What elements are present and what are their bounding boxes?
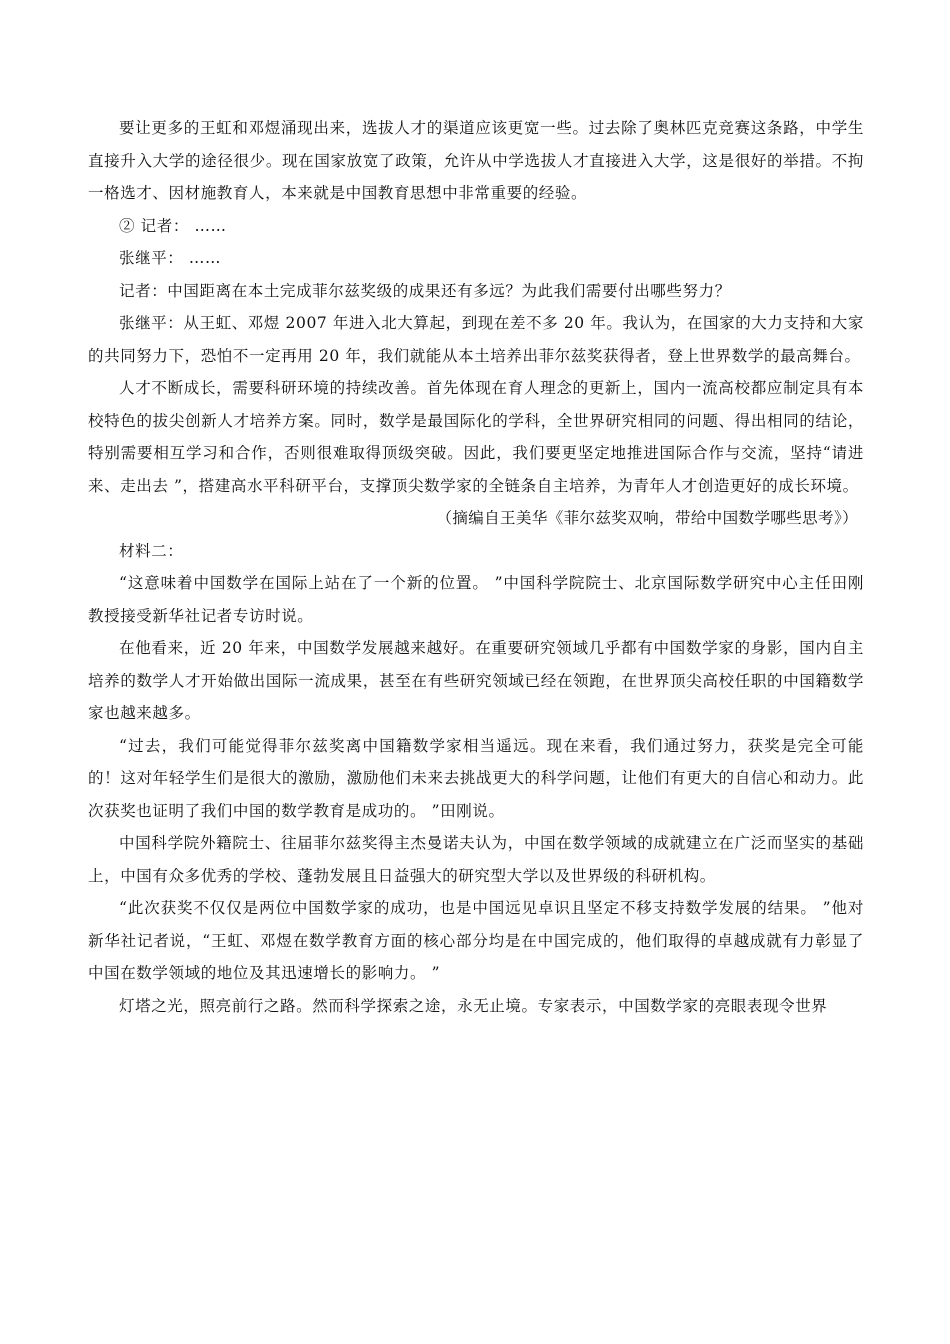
paragraph-talent-channels: 要让更多的王虹和邓煜涌现出来，选拔人才的渠道应该更宽一些。过去除了奥林匹克竞赛这条路，中学生直接升入大学的途径很少。现在国家放宽了政策，允许从中学选拔人才直接进入大学，这是很好的举措。不拘一格选才、因材施教育人，本来就是中国教育思想中非常重要的经验。 — [88, 119, 864, 202]
paragraph-reporter-question-2: ② 记者： …… — [119, 216, 227, 235]
paragraph-zelmanov-view: 中国科学院外籍院士、往届菲尔兹奖得主杰曼诺夫认为，中国在数学领域的成就建立在广泛而坚实的基础上，中国有众多优秀的学校、蓬勃发展且日益强大的研究型大学以及世界级的科研机构。 — [88, 834, 864, 885]
paragraph-twenty-years: 在他看来，近 20 年来，中国数学发展越来越好。在重要研究领域几乎都有中国数学家的身影，国内自主培养的数学人才开始做出国际一流成果，甚至在有些研究领域已经在领跑，在世界顶尖高校任职的中国籍数学家也越来越多。 — [88, 639, 864, 722]
paragraph-lighthouse: 灯塔之光，照亮前行之路。然而科学探索之途，永无止境。专家表示，中国数学家的亮眼表现令世界 — [119, 996, 828, 1015]
paragraph-award-significance: “此次获奖不仅仅是两位中国数学家的成功，也是中国远见卓识且坚定不移支持数学发展的结果。 ”他对新华社记者说，“王虹、邓煜在数学教育方面的核心部分均是在中国完成的，他们取得的卓越成就有力彰显了中国在数学领域的地位及其迅速增长的影响力。 ” — [88, 899, 864, 982]
paragraph-past-fields-medal: “过去，我们可能觉得菲尔兹奖离中国籍数学家相当遥远。现在来看，我们通过努力，获奖是完全可能的！这对年轻学生们是很大的激励，激励他们未来去挑战更大的科学问题，让他们有更大的自信心和动力。此次获奖也证明了我们中国的数学教育是成功的。 ”田刚说。 — [88, 736, 864, 820]
paragraph-research-environment: 人才不断成长，需要科研环境的持续改善。首先体现在育人理念的更新上，国内一流高校都应制定具有本校特色的拔尖创新人才培养方案。同时，数学是最国际化的学科，全世界研究相同的问题、得出相同的结论，特别需要相互学习和合作，否则很难取得顶级突破。因此，我们要更坚定地推进国际合作与交流，坚持“请进来、走出去 ”，搭建高水平科研平台，支撑顶尖数学家的全链条自主培养，为青年人才创造更好的成长环境。 — [88, 379, 864, 495]
paragraph-zhang-answer-2: 张继平： …… — [119, 249, 222, 267]
document-page — [88, 112, 864, 1022]
paragraph-zhang-answer-3: 张继平：从王虹、邓煜 2007 年进入北大算起，到现在差不多 20 年。我认为，在国家的大力支持和大家的共同努力下，恐怕不一定再用 20 年，我们就能从本土培养出菲尔兹奖获得者，登上世界数学的最高舞台。 — [88, 314, 864, 365]
paragraph-reporter-question-3: 记者：中国距离在本土完成菲尔兹奖级的成果还有多远？为此我们需要付出哪些努力？ — [119, 281, 731, 300]
source-citation: （摘编自王美华《菲尔兹奖双响，带给中国数学哪些思考》） — [436, 509, 858, 527]
material-two-heading: 材料二： — [119, 541, 184, 560]
paragraph-tian-gang-quote: “这意味着中国数学在国际上站在了一个新的位置。 ”中国科学院院士、北京国际数学研究中心主任田刚教授接受新华社记者专访时说。 — [88, 574, 864, 625]
